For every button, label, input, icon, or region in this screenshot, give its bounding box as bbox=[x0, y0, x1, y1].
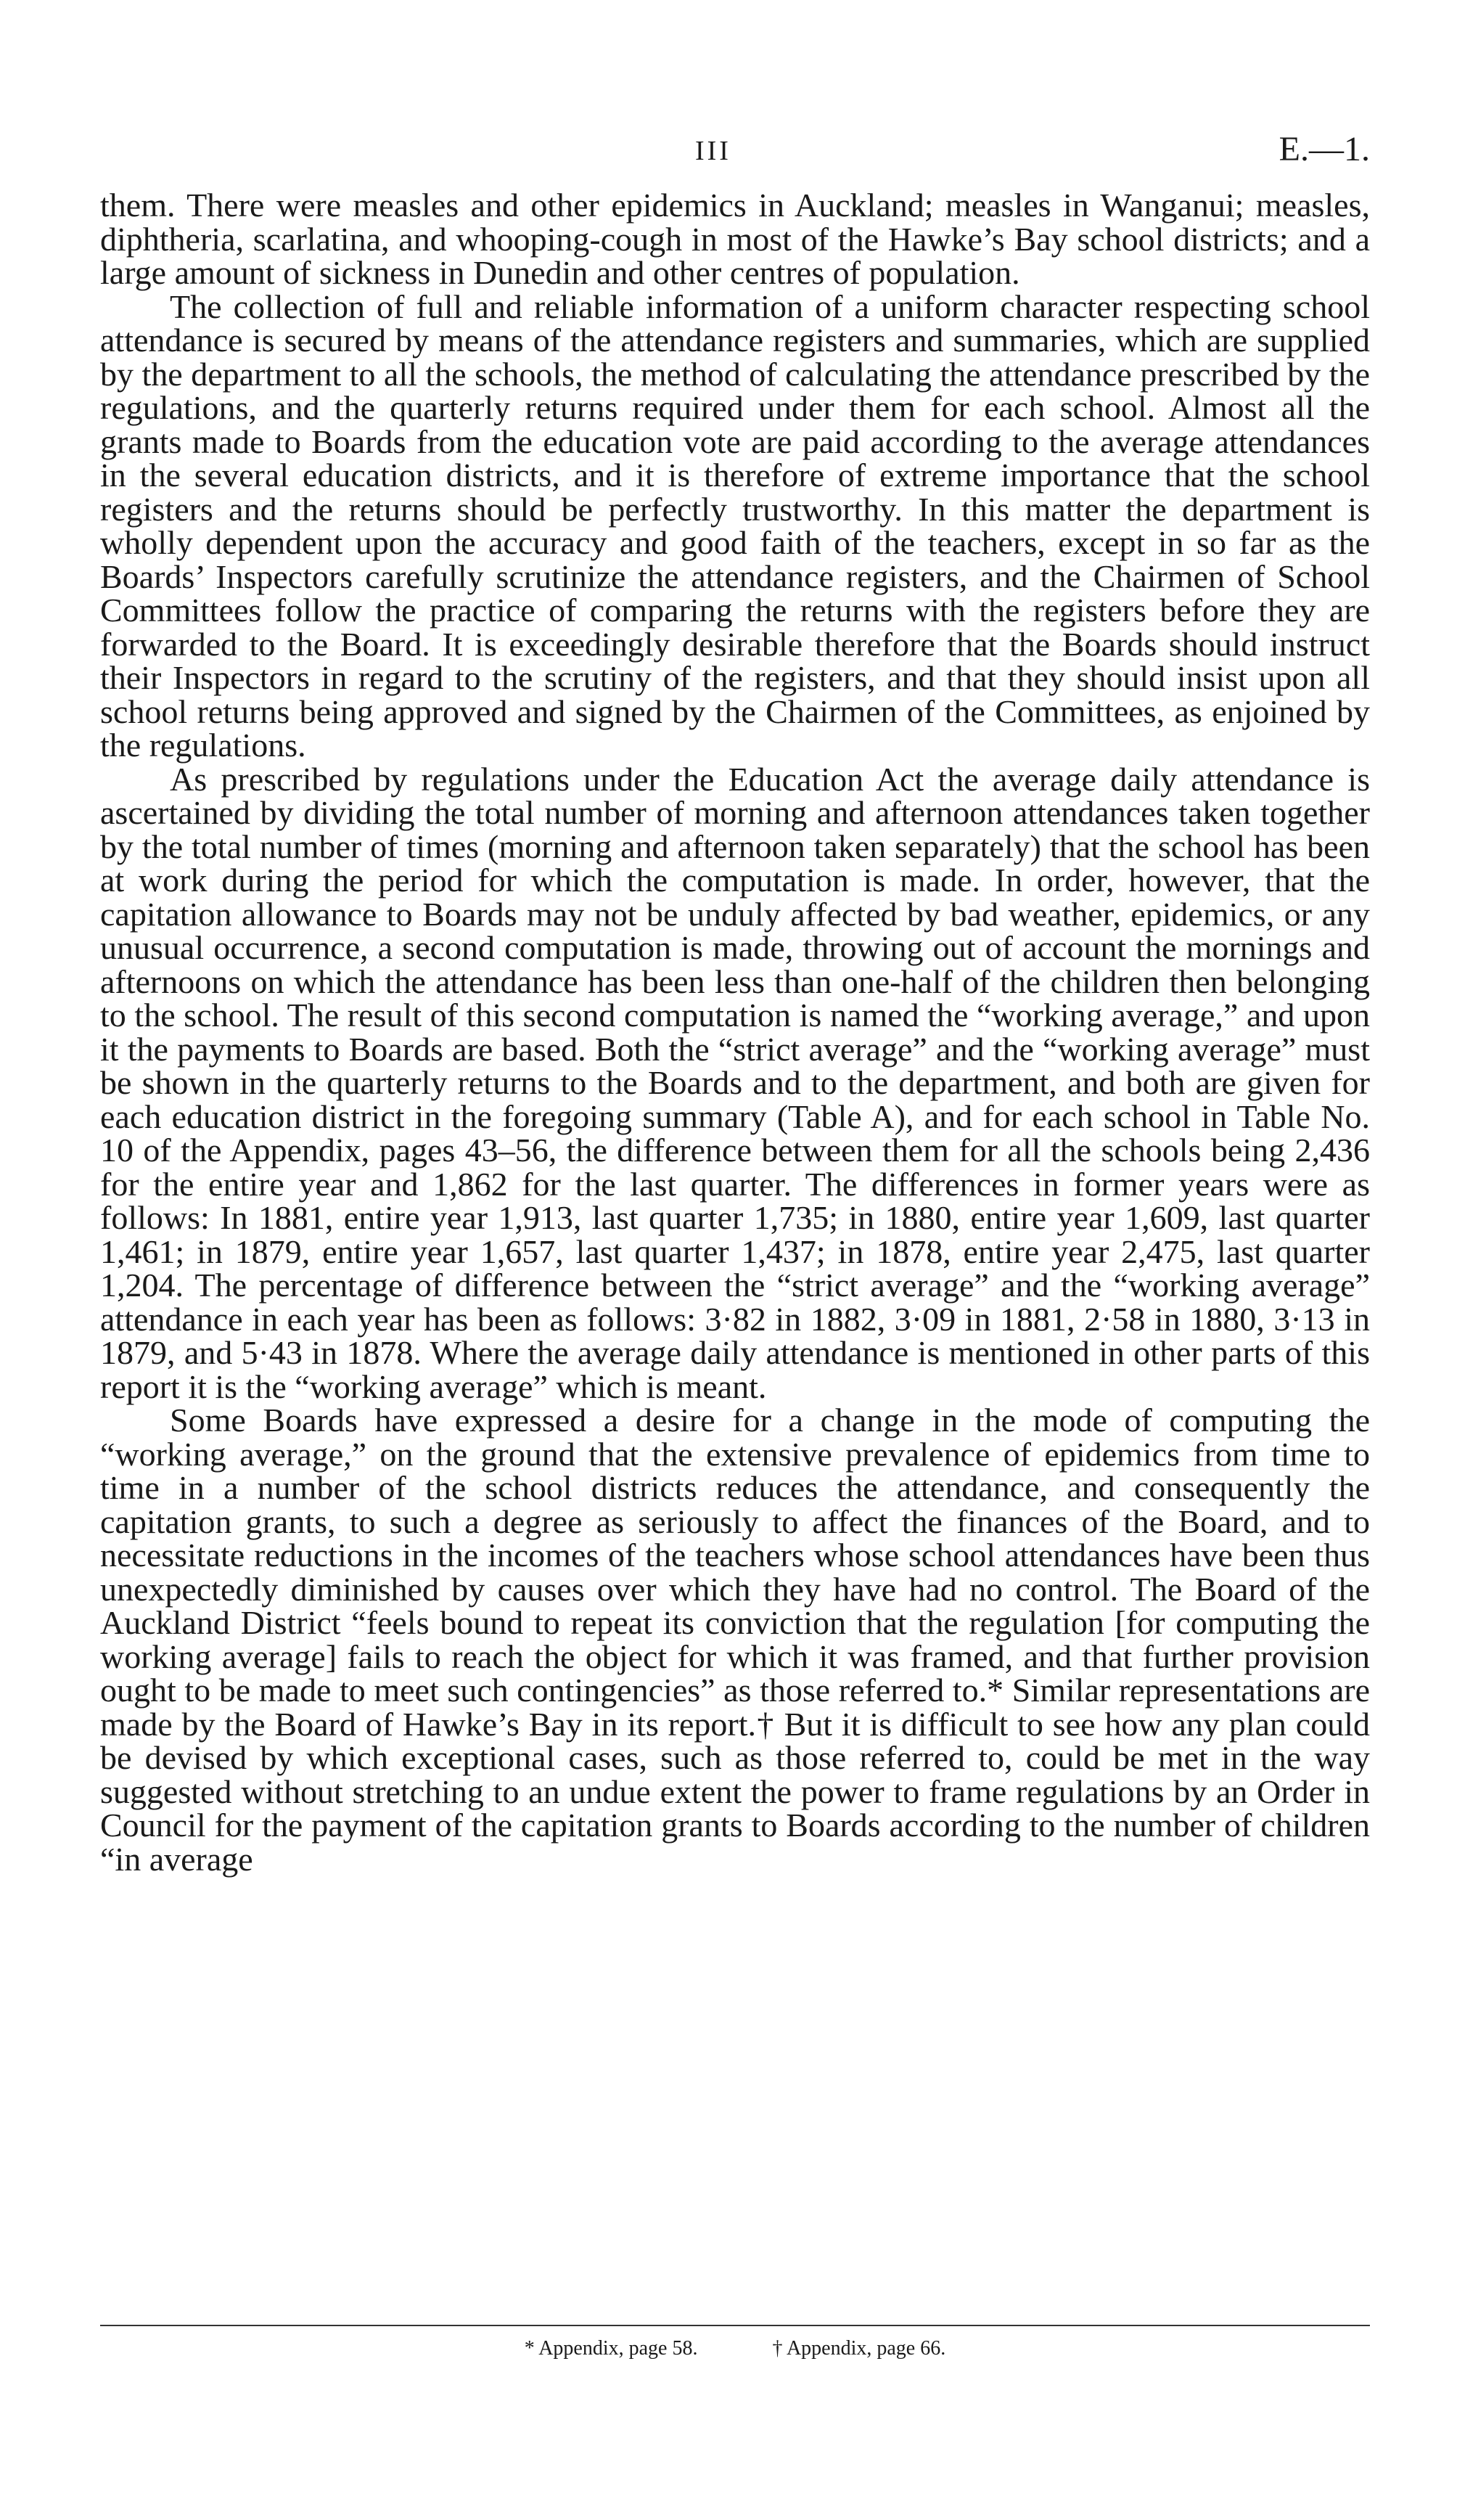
paragraph-working-average: As prescribed by regulations under the Education Act the average daily attendance is ascertained by dividing the total number of morning and afternoon attendances taken together by the total number of times (morning and afternoon taken separately) that the school has been at work during the period for which the computation is made. In order, however, that the capitation allowance to Boards may not be unduly affected by bad weather, epidemics, or any unusual occurrence, a second computation is made, throwing out of account the mornings and afternoons on which the attendance has been less than one-half of the children then belonging to the school. The result of this second computation is named the “working average,” and upon it the payments to Boards are based. Both the “strict average” and the “working average” must be shown in the quarterly returns to the Boards and to the department, and both are given for each education district in the foregoing summary (Table A), and for each school in Table No. 10 of the Appendix, pages 43–56, the difference between them for all the schools being 2,436 for the entire year and 1,862 for the last quarter. The differences in former years were as follows: In 1881, entire year 1,913, last quarter 1,735; in 1880, entire year 1,609, last quarter 1,461; in 1879, entire year 1,657, last quarter 1,437; in 1878, entire year 2,475, last quarter 1,204. The percentage of difference between the “strict average” and the “working average” attendance in each year has been as follows: 3·82 in 1882, 3·09 in 1881, 2·58 in 1880, 3·13 in 1879, and 5·43 in 1878. Where the average daily attendance is mentioned in other parts of this report it is the “working average” which is meant. bbox=[100, 760, 1370, 1405]
page-number: III bbox=[695, 136, 731, 166]
document-page bbox=[100, 123, 1370, 2482]
paragraph-attendance-registers: The collection of full and reliable information of a uniform character respecting school attendance is secured by means of the attendance registers and summaries, which are supplied by the department to all the schools, the method of calculating the attendance prescribed by the regulations, and the quarterly returns required under them for each school. Almost all the grants made to Boards from the education vote are paid according to the average attendances in the several education districts, and it is therefore of extreme importance that the school registers and the returns should be perfectly trustworthy. In this matter the department is wholly dependent upon the accuracy and good faith of the teachers, except in so far as the Boards’ Inspectors carefully scrutinize the attendance registers, and the Chairmen of School Committees follow the practice of comparing the returns with the registers before they are forwarded to the Board. It is exceedingly desirable therefore that the Boards should instruct their Inspectors in regard to the scrutiny of the registers, and that they should insist upon all school returns being approved and signed by the Chairmen of the Committees, as enjoined by the regulations. bbox=[100, 287, 1370, 764]
footnote-divider bbox=[100, 2325, 1370, 2326]
footnote-asterisk: * Appendix, page 58. bbox=[524, 2337, 698, 2360]
body-text bbox=[100, 189, 1370, 1876]
running-head bbox=[100, 123, 1370, 189]
footnote-dagger: † Appendix, page 66. bbox=[772, 2337, 946, 2360]
document-reference: E.—1. bbox=[1279, 130, 1370, 168]
paragraph-boards-request: Some Boards have expressed a desire for a change in the mode of computing the “working average,” on the ground that the extensive prevalence of epidemics from time to time in a number of the school districts reduces the attendance, and consequently the capitation grants, to such a degree as seriously to affect the finances of the Board, and to necessitate reductions in the incomes of the teachers whose school attendances have been thus unexpectedly diminished by causes over which they have had no control. The Board of the Auckland District “feels bound to repeat its conviction that the regulation [for computing the working average] fails to reach the object for which it was framed, and that further provision ought to be made to meet such contingencies” as those referred to.* Similar representations are made by the Board of Hawke’s Bay in its report.† But it is difficult to see how any plan could be devised by which exceptional cases, such as those referred to, could be met in the way suggested without stretching to an undue extent the power to frame regulations by an Order in Council for the payment of the capitation grants to Boards according to the number of children “in average bbox=[100, 1402, 1370, 1878]
footnotes bbox=[100, 2336, 1370, 2362]
paragraph-continued: them. There were measles and other epidemics in Auckland; measles in Wanganui; measles, diphtheria, scarlatina, and whooping-cough in most of the Hawke’s Bay school districts; and a large amount of sickness in Dunedin and other centres of population. bbox=[100, 187, 1370, 291]
